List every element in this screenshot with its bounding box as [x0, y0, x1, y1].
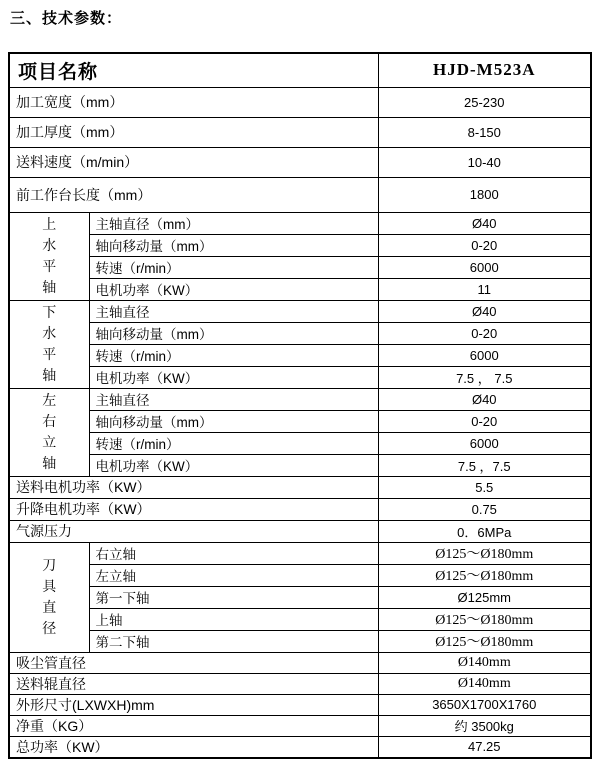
group-label-upper-horizontal-spindle — [9, 212, 89, 300]
param-label: 送料辊直径 — [9, 673, 378, 694]
param-label: 外形尺寸(LXWXH)mm — [9, 694, 378, 715]
param-label: 主轴直径 — [89, 388, 378, 410]
param-value: 0-20 — [378, 322, 591, 344]
table-row — [9, 147, 591, 177]
param-label: 升降电机功率（KW） — [9, 498, 378, 520]
header-name-cell: 项目名称 — [9, 53, 378, 87]
page-title: 三、技术参数： — [10, 10, 123, 27]
param-value: Ø125～Ø180mm — [378, 564, 591, 586]
table-row — [9, 234, 591, 256]
table-row — [9, 736, 591, 758]
param-value: 6000 — [378, 432, 591, 454]
param-value: Ø125mm — [378, 586, 591, 608]
table-row — [9, 608, 591, 630]
param-value: 0-20 — [378, 410, 591, 432]
table-row — [9, 542, 591, 564]
table-row — [9, 87, 591, 117]
param-label: 主轴直径（mm） — [89, 212, 378, 234]
param-value: 3650X1700X1760 — [378, 694, 591, 715]
param-label: 电机功率（KW） — [89, 454, 378, 476]
param-label: 总功率（KW） — [9, 736, 378, 758]
table-row — [9, 117, 591, 147]
param-label: 前工作台长度（mm） — [9, 177, 378, 212]
param-label: 第二下轴 — [89, 630, 378, 652]
table-row — [9, 322, 591, 344]
param-value: 47.25 — [378, 736, 591, 758]
param-value: 10-40 — [378, 147, 591, 177]
param-label: 轴向移动量（mm） — [89, 322, 378, 344]
table-row — [9, 212, 591, 234]
table-row — [9, 432, 591, 454]
param-label: 送料速度（m/min） — [9, 147, 378, 177]
table-row — [9, 520, 591, 542]
group-label-text: 刀具直径 — [42, 557, 57, 636]
param-label: 上轴 — [89, 608, 378, 630]
param-label: 转速（r/min） — [89, 256, 378, 278]
param-label: 加工厚度（mm） — [9, 117, 378, 147]
param-label: 轴向移动量（mm） — [89, 410, 378, 432]
param-value: 6000 — [378, 256, 591, 278]
param-label: 右立轴 — [89, 542, 378, 564]
table-row — [9, 564, 591, 586]
param-label: 第一下轴 — [89, 586, 378, 608]
params-table — [8, 52, 592, 759]
param-value: Ø140mm — [378, 673, 591, 694]
table-row — [9, 344, 591, 366]
param-value: 0-20 — [378, 234, 591, 256]
param-value: 约 3500kg — [378, 715, 591, 736]
param-value: 7.5 ， 7.5 — [378, 366, 591, 388]
table-row — [9, 366, 591, 388]
group-label-text: 左右立轴 — [42, 392, 57, 471]
param-label: 加工宽度（mm） — [9, 87, 378, 117]
param-value: Ø125～Ø180mm — [378, 542, 591, 564]
header-model-cell: HJD-M523A — [378, 53, 591, 87]
param-label: 主轴直径 — [89, 300, 378, 322]
param-value: Ø125～Ø180mm — [378, 630, 591, 652]
table-header-row — [9, 53, 591, 87]
param-value: Ø40 — [378, 300, 591, 322]
table-row — [9, 300, 591, 322]
param-label: 转速（r/min） — [89, 344, 378, 366]
param-label: 左立轴 — [89, 564, 378, 586]
table-row — [9, 256, 591, 278]
param-value: 1800 — [378, 177, 591, 212]
param-value: 5.5 — [378, 476, 591, 498]
param-value: 8-150 — [378, 117, 591, 147]
param-value: 11 — [378, 278, 591, 300]
table-row — [9, 177, 591, 212]
group-label-text: 下水平轴 — [42, 304, 57, 383]
table-row — [9, 630, 591, 652]
param-value: 0．6MPa — [378, 520, 591, 542]
param-value: Ø40 — [378, 212, 591, 234]
table-row — [9, 694, 591, 715]
table-row — [9, 476, 591, 498]
table-row — [9, 715, 591, 736]
param-label: 吸尘管直径 — [9, 652, 378, 673]
param-value: Ø140mm — [378, 652, 591, 673]
table-row — [9, 278, 591, 300]
group-label-left-right-vertical-spindle — [9, 388, 89, 476]
param-value: Ø125～Ø180mm — [378, 608, 591, 630]
table-row — [9, 454, 591, 476]
param-value: 7.5 ，7.5 — [378, 454, 591, 476]
param-label: 转速（r/min） — [89, 432, 378, 454]
table-row — [9, 388, 591, 410]
param-label: 电机功率（KW） — [89, 278, 378, 300]
param-label: 气源压力 — [9, 520, 378, 542]
table-row — [9, 586, 591, 608]
group-label-text: 上水平轴 — [42, 216, 57, 295]
group-label-lower-horizontal-spindle — [9, 300, 89, 388]
param-value: 0.75 — [378, 498, 591, 520]
param-value: 6000 — [378, 344, 591, 366]
group-label-tool-diameter — [9, 542, 89, 652]
param-value: 25-230 — [378, 87, 591, 117]
param-label: 电机功率（KW） — [89, 366, 378, 388]
table-row — [9, 410, 591, 432]
table-row — [9, 652, 591, 673]
param-label: 送料电机功率（KW） — [9, 476, 378, 498]
table-row — [9, 498, 591, 520]
param-label: 净重（KG） — [9, 715, 378, 736]
table-row — [9, 673, 591, 694]
param-value: Ø40 — [378, 388, 591, 410]
param-label: 轴向移动量（mm） — [89, 234, 378, 256]
